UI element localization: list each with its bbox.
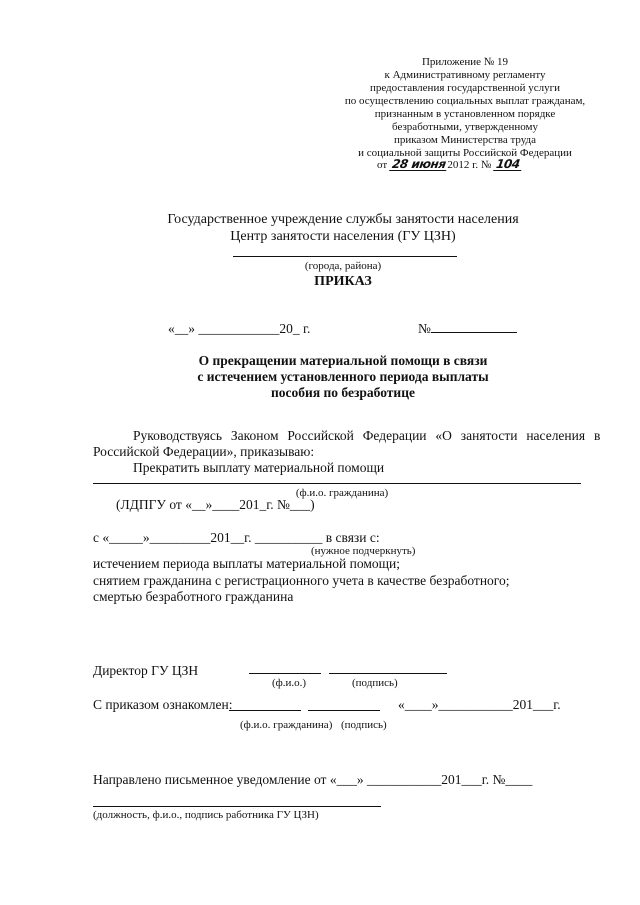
date-year: 2012 г. № [447, 159, 492, 171]
appendix-line-1: Приложение № 19 [421, 56, 509, 68]
citizen-name-line [93, 483, 581, 484]
appendix-line-3: предоставления государственной услуги [369, 82, 561, 94]
underline-caption: (нужное подчеркнуть) [311, 545, 416, 557]
citizen-sign-line [308, 710, 380, 711]
subject-line-3: пособия по безработице [271, 385, 415, 400]
appendix-line-7: приказом Министерства труда [393, 134, 537, 146]
appendix-line-4: по осуществлению социальных выплат гражданам, [344, 95, 586, 107]
acquainted-date: «____»___________201___г. [398, 697, 561, 712]
number-blank [431, 331, 517, 333]
city-caption: (города, района) [304, 260, 382, 272]
preamble-line-1: Руководствуясь Законом Российской Федерации «О занятости населения в [133, 428, 601, 443]
appendix-line-5: признанным в установленном порядке [374, 108, 556, 120]
acquainted-label: С приказом ознакомлен: [93, 697, 233, 712]
director-fio-line [249, 673, 321, 674]
citizen-fio-line [229, 710, 301, 711]
subject-line-1: О прекращении материальной помощи в связи [198, 353, 488, 368]
appendix-line-6: безработными, утвержденному [391, 121, 539, 133]
document-title: ПРИКАЗ [314, 274, 372, 289]
director-sign-caption: (подпись) [352, 677, 398, 689]
appendix-line-8: и социальной защиты Российской Федерации [358, 147, 572, 159]
number-label: № [418, 321, 431, 336]
appendix-date-line [377, 159, 522, 171]
termination-date: с «_____»_________201__г. __________ в связи с: [93, 530, 380, 545]
subject-line-2: с истечением установленного периода выплаты [197, 369, 489, 384]
reason-3: смертью безработного гражданина [93, 589, 294, 604]
employee-caption: (должность, ф.и.о., подпись работника ГУ ЦЗН) [93, 809, 319, 821]
citizen-fio-caption: (ф.и.о. гражданина) [240, 719, 333, 731]
institution-center: Центр занятости населения (ГУ ЦЗН) [230, 229, 456, 244]
employee-sign-line [93, 806, 381, 807]
city-line [233, 256, 457, 257]
reason-1: истечением периода выплаты материальной помощи; [93, 556, 401, 571]
institution-name: Государственное учреждение службы занятости населения [167, 212, 519, 227]
order-date: «__» ____________20_ г. [168, 321, 311, 336]
order-text: Прекратить выплату материальной помощи [133, 460, 385, 475]
director-sign-line [329, 673, 447, 674]
notice-line: Направлено письменное уведомление от «___» ___________201___г. №____ [93, 772, 533, 787]
appendix-line-2: к Административному регламенту [384, 69, 546, 81]
handwritten-date: 28 июня [391, 157, 447, 171]
date-prefix: от [377, 159, 388, 171]
order-number [418, 321, 517, 337]
fio-caption: (ф.и.о. гражданина) [295, 487, 389, 499]
director-label: Директор ГУ ЦЗН [93, 663, 199, 678]
reason-2: снятием гражданина с регистрационного учета в качестве безработного; [93, 573, 510, 588]
preamble-line-2: Российской Федерации», приказываю: [93, 444, 315, 459]
citizen-sign-caption: (подпись) [341, 719, 387, 731]
handwritten-number: 104 [495, 157, 521, 171]
ldpgu-reference: (ЛДПГУ от «__»____201_г. №___) [116, 497, 315, 512]
director-fio-caption: (ф.и.о.) [272, 677, 307, 689]
